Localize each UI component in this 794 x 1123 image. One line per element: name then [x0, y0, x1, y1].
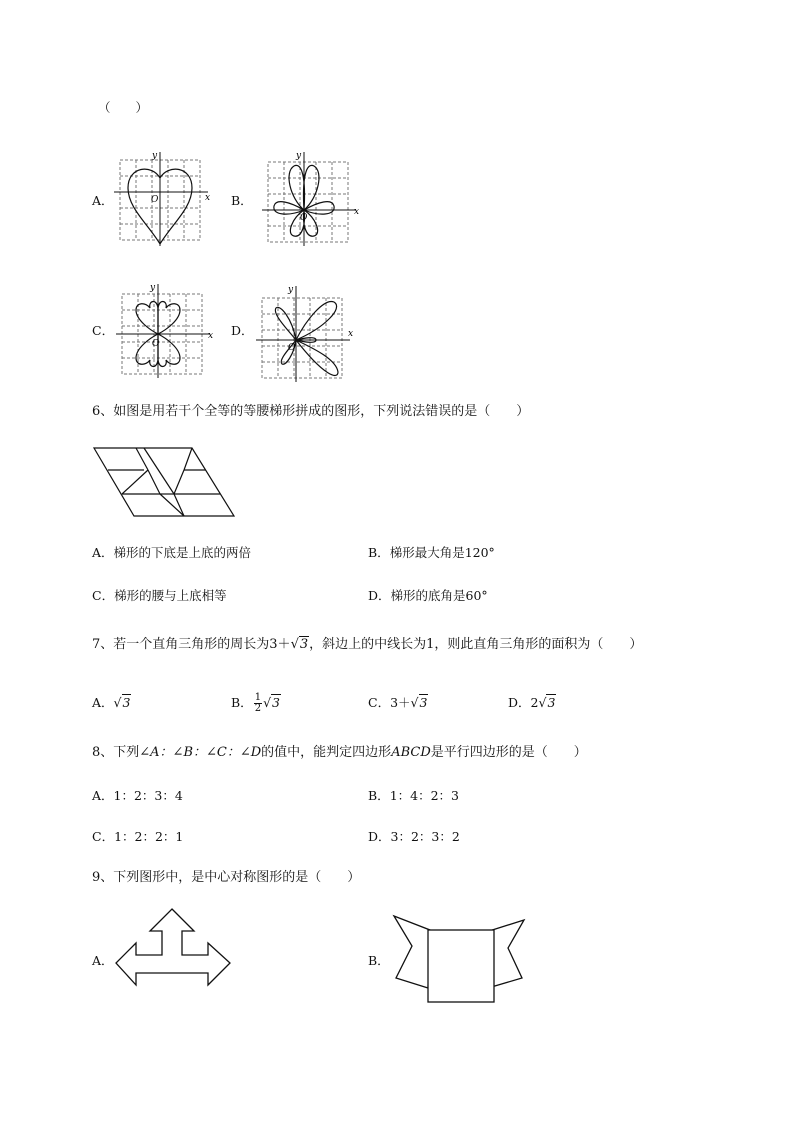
origin-label: O [300, 213, 308, 223]
q5-option-c-label: C． [92, 323, 115, 338]
q6-option-b-label: B． [368, 545, 390, 560]
q7-option-c-radicand: 3 [419, 695, 428, 710]
y-axis-label: y [152, 151, 158, 161]
q6-option-a-label: A． [92, 545, 114, 560]
x-axis-label: x [208, 331, 214, 341]
q7-option-d-radicand: 3 [547, 695, 556, 710]
q7-option-d-label: D． [508, 695, 531, 710]
q6-stem: 6、如图是用若干个全等的等腰梯形拼成的图形，下列说法错误的是（ ） [92, 404, 530, 419]
q9-figure-a-arrow [114, 905, 236, 1009]
q6-option-c-text: 梯形的腰与上底相等 [114, 588, 227, 603]
q8-option-d-text: 3：2：3：2 [390, 829, 460, 844]
q7-stem-radicand: 3 [299, 637, 309, 652]
q8-stem-mid: 的值中，能判定四边形 [261, 745, 392, 760]
q7-option-b-denominator: 2 [254, 703, 262, 714]
q8-stem-angles: ∠A：∠B：∠C：∠D [139, 745, 262, 760]
q6-option-b [368, 545, 495, 561]
q9-figure-b-square-flags [390, 912, 530, 1008]
q7-option-a-label: A． [92, 695, 114, 710]
q7-option-b-label: B． [231, 695, 253, 710]
q7-option-a: A．√3 [92, 695, 131, 710]
q7-option-c: C．3＋√3 [368, 695, 428, 710]
origin-label: O [288, 343, 296, 353]
q8-option-c-label: C． [92, 829, 115, 844]
q5-figure-d-petals [254, 280, 354, 384]
q7-option-d: D．2√3 [508, 695, 556, 710]
q5-option-a-label: A． [92, 193, 114, 208]
q9-option-a-label: A． [92, 953, 114, 968]
q8-option-a [92, 788, 183, 804]
q8-stem-quad: ABCD [391, 745, 431, 760]
q5-figure-a-heart [112, 148, 212, 248]
q5-figure-b-flower [260, 148, 360, 248]
q5-stem-tail: （ ） [98, 100, 149, 115]
q6-trapezoid-figure [88, 444, 240, 520]
y-axis-label: y [296, 151, 302, 161]
q8-option-b-label: B． [368, 788, 390, 803]
origin-label: O [151, 195, 159, 205]
q7-stem-post: ，斜边上的中线长为1，则此直角三角形的面积为（ ） [309, 637, 643, 652]
q5-figure-c-clover [114, 280, 214, 380]
q6-option-a-text: 梯形的下底是上底的两倍 [113, 545, 252, 560]
q7-option-d-prefix: 2 [530, 695, 539, 710]
q8-option-d [368, 829, 460, 845]
q8-option-a-text: 1：2：3：4 [113, 788, 183, 803]
q7-option-b-numerator: 1 [254, 692, 262, 703]
q7-option-c-prefix: 3＋ [390, 695, 411, 710]
q6-option-c [92, 588, 227, 604]
q8-option-a-label: A． [92, 788, 114, 803]
x-axis-label: x [354, 207, 360, 217]
q8-option-c-text: 1：2：2：1 [114, 829, 184, 844]
q6-option-a [92, 545, 251, 561]
q8-stem-post: 是平行四边形的是（ ） [430, 745, 587, 760]
q8-option-b-text: 1：4：2：3 [389, 788, 459, 803]
q8-option-c [92, 829, 183, 845]
x-axis-label: x [348, 329, 354, 339]
q7-option-c-label: C． [368, 695, 391, 710]
q8-stem-pre: 8、下列 [92, 745, 140, 760]
q5-option-b-label: B． [231, 193, 253, 208]
y-axis-label: y [150, 283, 156, 293]
q7-stem-expr: 3＋ [269, 637, 291, 652]
q7-option-b-radicand: 3 [272, 695, 280, 710]
q8-option-b [368, 788, 459, 804]
q7-option-a-radicand: 3 [122, 695, 131, 710]
q7-stem: 7、若一个直角三角形的周长为3＋√3，斜边上的中线长为1，则此直角三角形的面积为（ ） [92, 637, 643, 652]
q7-stem-pre: 7、若一个直角三角形的周长为 [92, 637, 270, 652]
q6-option-c-label: C． [92, 588, 115, 603]
q7-option-b: B． $\frac{1}{2}$ √3 [231, 692, 280, 714]
y-axis-label: y [288, 285, 294, 295]
q6-option-b-text: 梯形最大角是120° [389, 545, 495, 560]
q6-option-d-label: D． [368, 588, 391, 603]
q9-option-b-label: B． [368, 953, 390, 968]
q8-stem [92, 745, 587, 761]
q5-option-d-label: D． [231, 323, 254, 338]
q6-option-d [368, 588, 488, 604]
x-axis-label: x [205, 193, 211, 203]
q9-stem: 9、下列图形中，是中心对称图形的是（ ） [92, 870, 361, 885]
q8-option-d-label: D． [368, 829, 391, 844]
origin-label: O [152, 339, 160, 349]
q6-option-d-text: 梯形的底角是60° [390, 588, 488, 603]
